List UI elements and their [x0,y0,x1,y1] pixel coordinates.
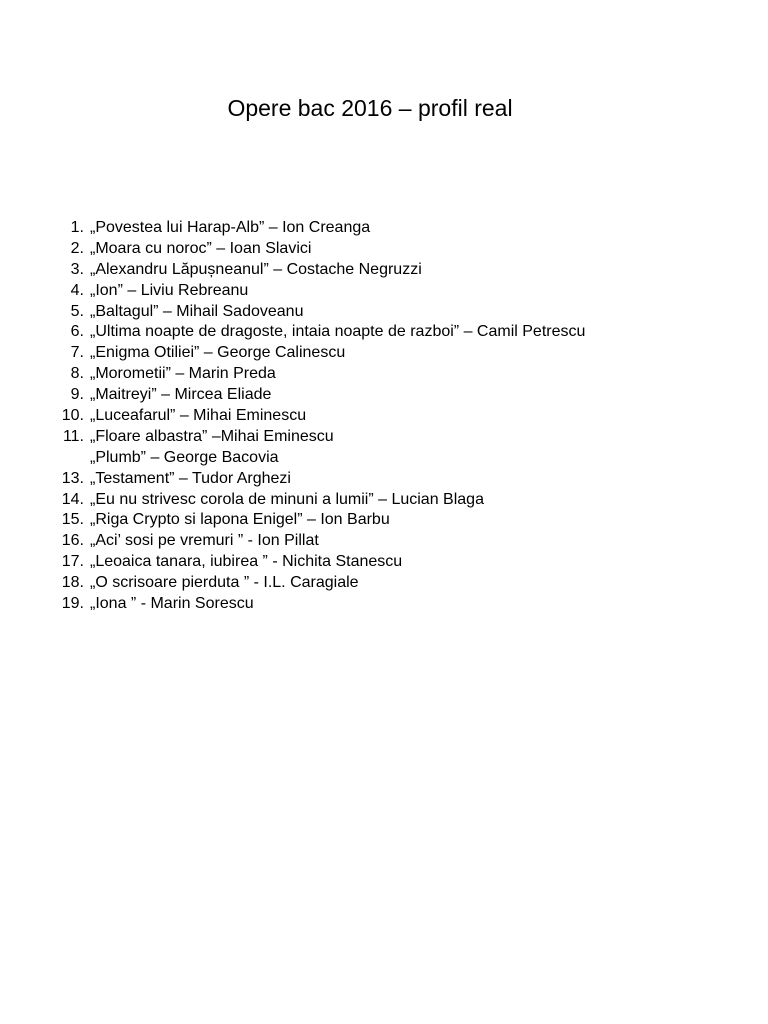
item-number: 14. [61,490,84,508]
item-number: 18. [61,574,84,592]
list-item [0,343,700,364]
item-text: „Povestea lui Harap-Alb” – Ion Creanga [90,219,371,236]
list-item [0,406,700,427]
item-number: 15. [61,511,84,529]
item-number: 6. [70,323,84,341]
item-number: 9. [70,386,84,404]
item-text: „Eu nu strivesc corola de minuni a lumii” – Lucian Blaga [90,490,484,508]
page-title: Opere bac 2016 – profil real [227,95,513,121]
item-number: 5. [70,302,84,320]
item-number: 3. [70,260,84,278]
item-text: „Luceafarul” – Mihai Eminescu [90,407,307,425]
item-number: 7. [70,344,84,362]
item-text: „Maitreyi” – Mircea Eliade [90,386,272,404]
list-item [0,322,700,343]
list-item [0,490,700,511]
works-list [0,218,700,615]
item-number: 17. [61,553,84,571]
item-text: „Testament” – Tudor Arghezi [90,469,291,487]
item-text: „Ultima noapte de dragoste, intaia noapte de razboi” – Camil Petrescu [90,323,586,341]
item-text: „Ion” – Liviu Rebreanu [90,281,249,299]
item-number: 11. [62,427,84,445]
item-number: 8. [70,365,84,383]
list-item [0,448,700,469]
item-text: „Aci’ sosi pe vremuri ” - Ion Pillat [90,532,319,550]
item-number: 4. [70,281,84,299]
item-text: „Floare albastra” –Mihai Eminescu [90,427,334,445]
item-number: 16. [61,532,84,550]
list-item [0,469,700,490]
list-item [0,552,700,573]
list-item [0,510,700,531]
item-text: „O scrisoare pierduta ” - I.L. Caragiale [90,574,359,592]
item-number: 10. [61,407,84,425]
list-item [0,385,700,406]
list-item [0,239,700,260]
list-item [0,281,700,302]
item-text: „Riga Crypto si lapona Enigel” – Ion Barbu [90,511,390,529]
item-number: 1. [70,219,84,236]
item-text: „Morometii” – Marin Preda [90,365,276,383]
item-text: „Alexandru Lăpușneanul” – Costache Negruzzi [90,260,422,278]
item-text: „Moara cu noroc” – Ioan Slavici [90,239,312,257]
item-text: „Leoaica tanara, iubirea ” - Nichita Stanescu [90,553,403,571]
list-item [0,364,700,385]
list-item [0,573,700,594]
item-number: 13. [61,469,84,487]
list-item [0,427,700,448]
list-item [0,531,700,552]
item-text: „Plumb” – George Bacovia [90,448,279,466]
item-text: „Enigma Otiliei” – George Calinescu [90,344,346,362]
list-item [0,302,700,323]
item-number: 19. [61,595,84,613]
list-item [0,594,700,615]
list-item [0,218,700,239]
item-number: 2. [70,239,84,257]
list-item [0,260,700,281]
item-text: „Iona ” - Marin Sorescu [90,595,254,613]
item-text: „Baltagul” – Mihail Sadoveanu [90,302,304,320]
